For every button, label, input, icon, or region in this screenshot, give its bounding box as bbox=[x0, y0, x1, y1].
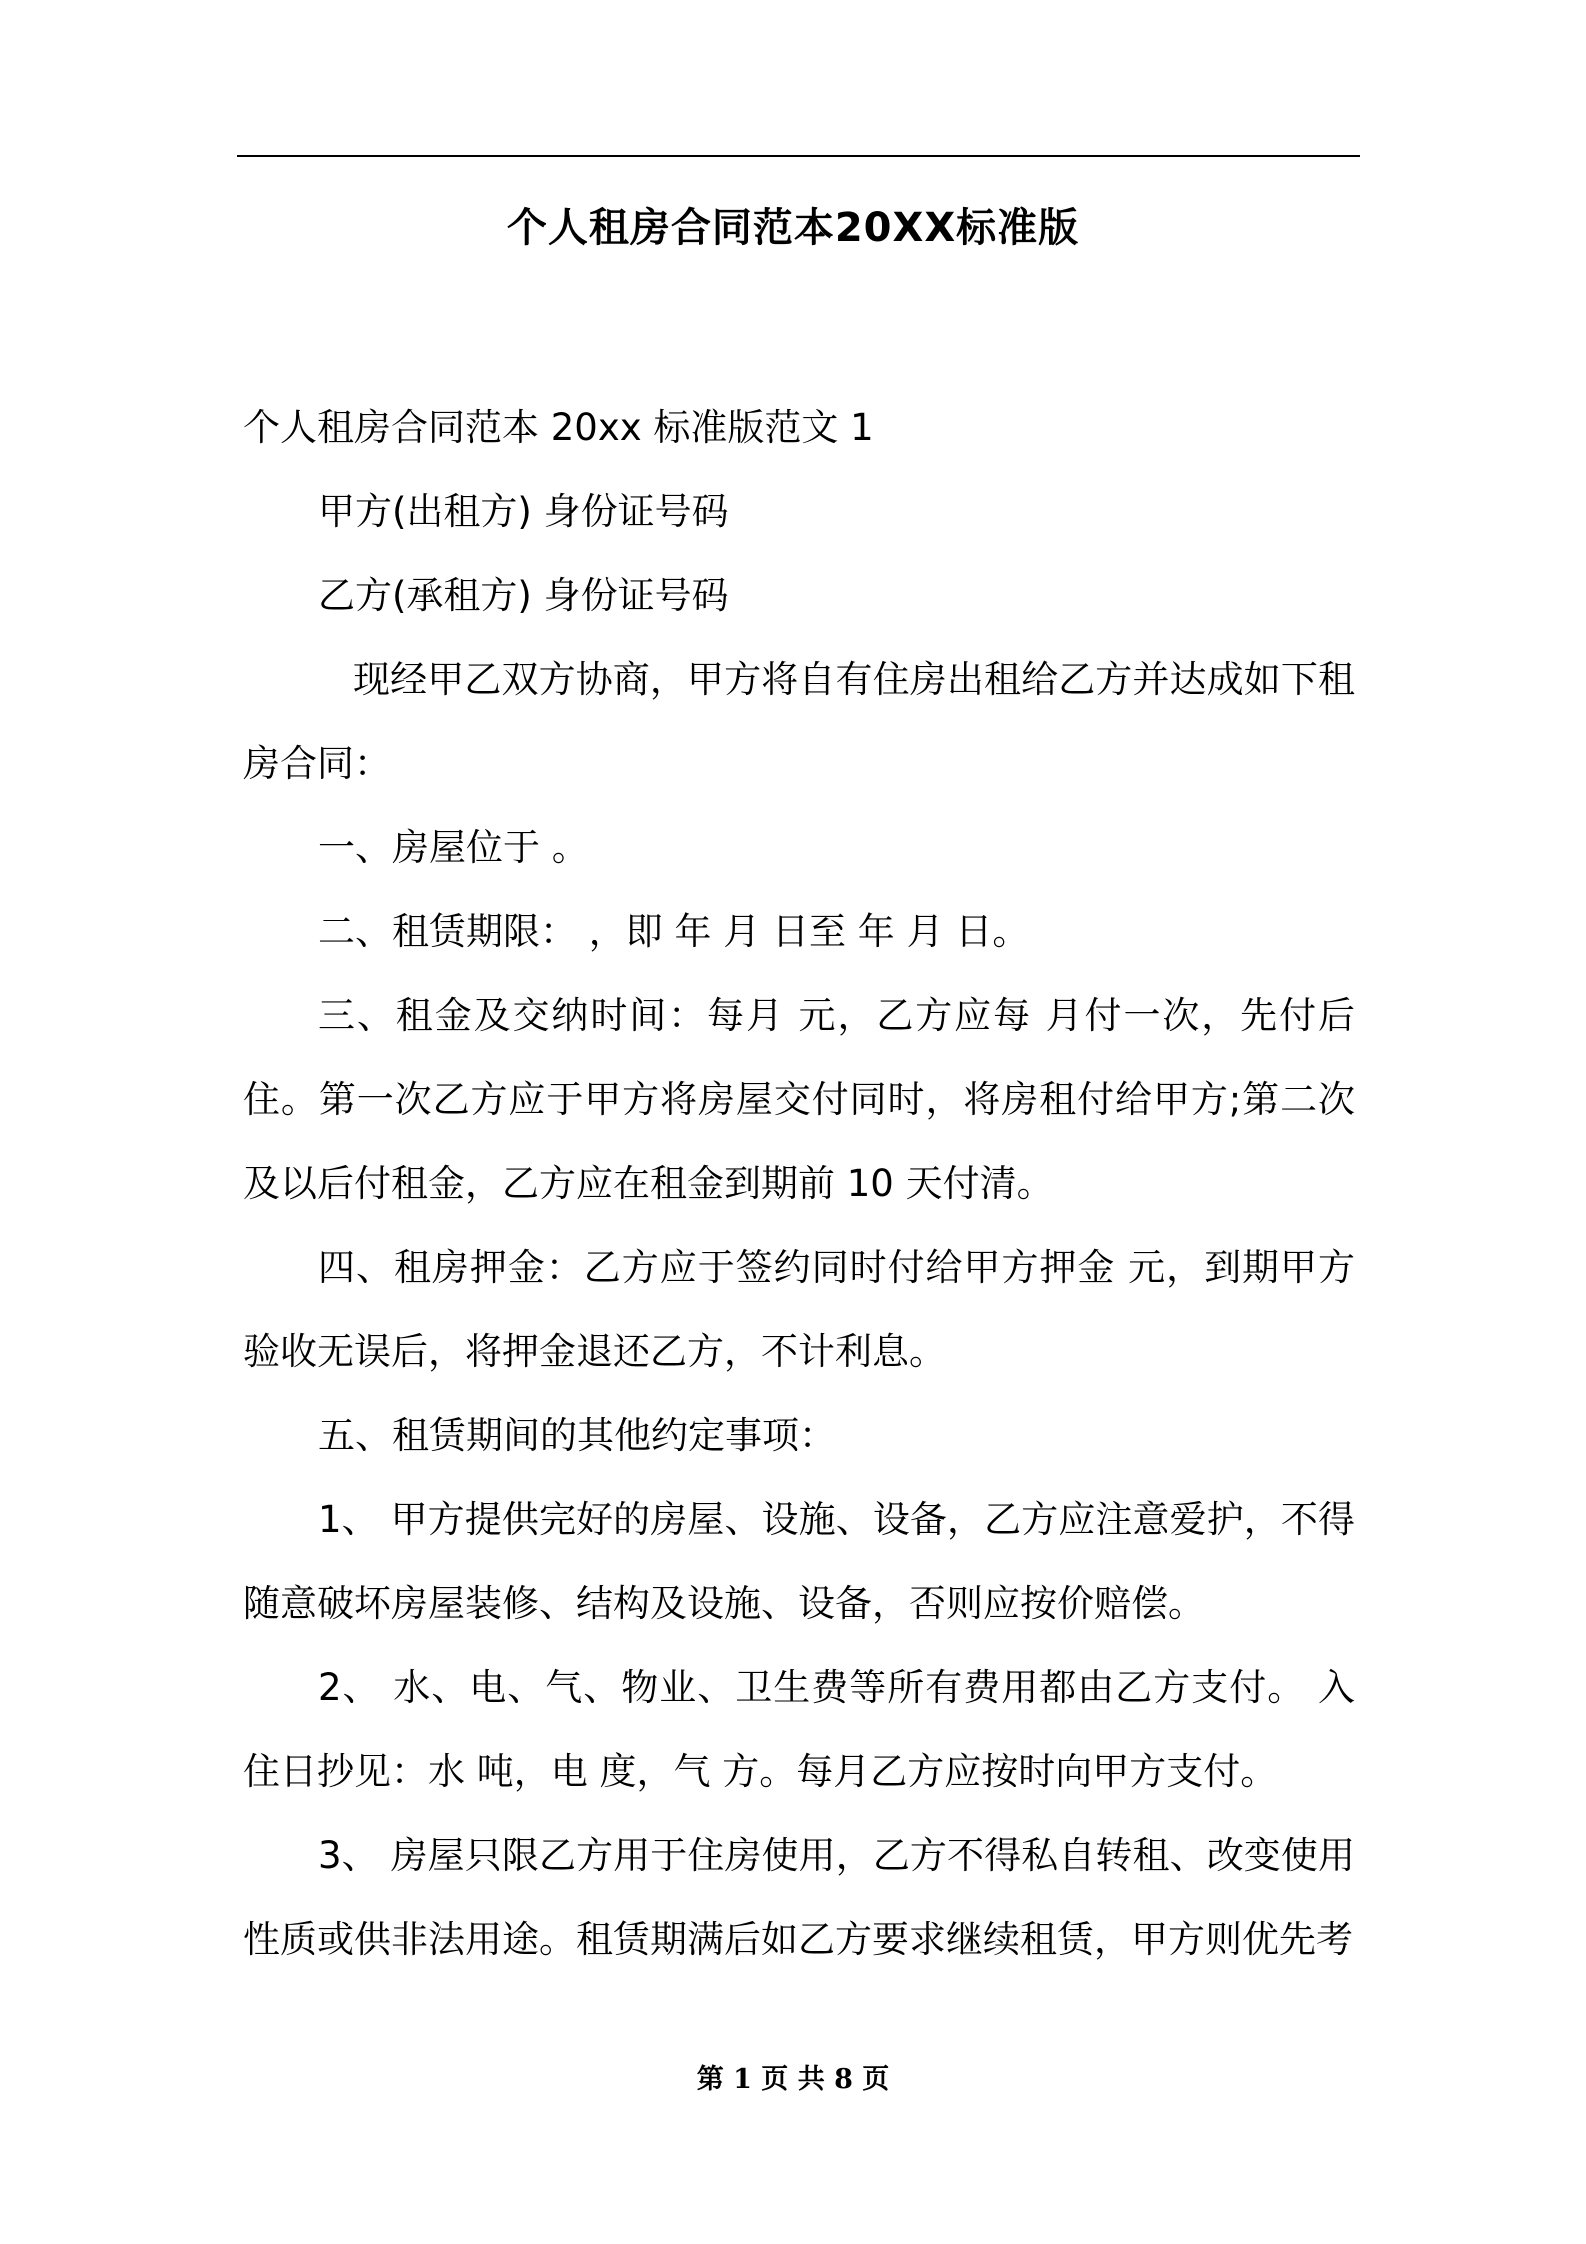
clause-2: 二、租赁期限： ，即 年 月 日至 年 月 日。 bbox=[318, 910, 1030, 953]
party-b-line: 乙方(承租方) 身份证号码 bbox=[318, 574, 729, 617]
clause-3: 三、租金及交纳时间：每月 元，乙方应每 月付一次，先付后住。第一次乙方应于甲方将房屋交付同时，将房租付给甲方;第二次及以后付租金，乙方应在租金到期前 10 天付清。 bbox=[243, 994, 1355, 1205]
subclause-2: 2、 水、电、气、物业、卫生费等所有费用都由乙方支付。 入住日抄见：水 吨，电 度，气 方。每月乙方应按时向甲方支付。 bbox=[243, 1666, 1355, 1793]
clause-1: 一、房屋位于 。 bbox=[318, 826, 589, 869]
subclause-1: 1、 甲方提供完好的房屋、设施、设备，乙方应注意爱护，不得随意破坏房屋装修、结构及设施、设备，否则应按价赔偿。 bbox=[243, 1498, 1355, 1625]
clause-4: 四、租房押金：乙方应于签约同时付给甲方押金 元，到期甲方验收无误后，将押金退还乙方，不计利息。 bbox=[243, 1246, 1355, 1373]
document-body bbox=[243, 386, 1355, 1982]
document-title: 个人租房合同范本20XX标准版 bbox=[506, 205, 1080, 251]
party-a-line: 甲方(出租方) 身份证号码 bbox=[318, 490, 729, 533]
clause-5: 五、租赁期间的其他约定事项： bbox=[318, 1414, 836, 1457]
header-rule bbox=[237, 155, 1360, 157]
section-heading: 个人租房合同范本 20xx 标准版范文 1 bbox=[243, 406, 874, 449]
subclause-3: 3、 房屋只限乙方用于住房使用，乙方不得私自转租、改变使用性质或供非法用途。租赁期满后如乙方要求继续租赁，甲方则优先考 bbox=[243, 1834, 1355, 1961]
page-number: 第 1 页 共 8 页 bbox=[696, 2064, 890, 2095]
preamble-paragraph: 现经甲乙双方协商，甲方将自有住房出租给乙方并达成如下租房合同： bbox=[243, 658, 1355, 785]
